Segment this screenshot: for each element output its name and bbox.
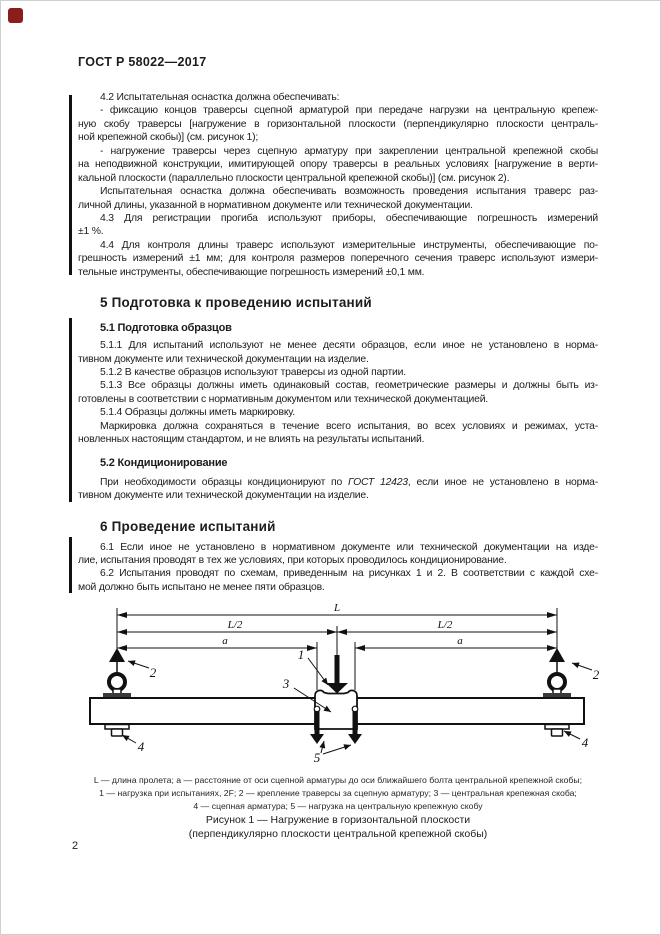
central-clamp (314, 690, 358, 729)
paragraph (78, 541, 598, 568)
callout-3: 3 (282, 676, 290, 691)
paragraph (78, 379, 598, 406)
text-line: 5.1.2 В качестве образцов используют траверсы из одной партии. (100, 367, 406, 378)
text-line: на неподвижной конструкции, имитирующей опору траверсы в реальных условиях [нагружение в верти- (78, 159, 598, 171)
text-line: новленных настоящим стандартом, и не влиять на результаты испытаний. (78, 434, 425, 446)
text-line: 6.2 Испытания проводят по схемам, приведенным на рисунках 1 и 2. В соответствии с каждой схе- (100, 568, 598, 580)
paragraph (78, 104, 598, 144)
paragraph (78, 212, 598, 239)
callout-5: 5 (313, 750, 321, 765)
text-line: Маркировка должна сохраняться в течение всего испытания, во всех условиях и режимах, уста- (100, 420, 598, 432)
change-bar (69, 537, 72, 593)
text-line: тивном документе или технической документации на изделие. (78, 353, 369, 365)
legend-line: 1 — нагрузка при испытаниях, 2F; 2 — крепление траверсы за сцепную арматуру; 3 — центральная крепежная скоба; (99, 788, 577, 798)
callout-4-left: 4 (137, 739, 145, 754)
figure-diagram (72, 598, 602, 773)
text-line: тельные инструменты, обеспечивающие погрешность измерений ±0,1 мм. (78, 266, 425, 278)
text-line: тивном документе или технической документации на изделие. (78, 490, 369, 502)
paragraph (78, 145, 598, 185)
bottom-load-arrow-left (315, 711, 320, 734)
paragraph (78, 476, 598, 503)
text-line: 4.2 Испытательная оснастка должна обеспечивать: (100, 92, 340, 103)
text-line: мой должно быть испытано не менее пяти образцов. (78, 581, 325, 593)
dim-label-a-left: a (222, 635, 228, 647)
paragraph (78, 239, 598, 279)
text-line: 5.1.4 Образцы должны иметь маркировку. (100, 407, 295, 419)
figure-legend (70, 774, 606, 813)
dim-label-a-right: a (457, 635, 463, 647)
red-marker-icon (8, 8, 23, 23)
center-load-arrow (335, 655, 340, 683)
paragraph (78, 91, 598, 104)
text-line: лие, испытания проводят в тех же условиях, при которых проводилось кондиционирование. (78, 554, 507, 566)
legend-line: 4 — сцепная арматура; 5 — нагрузка на центральную крепежную скобу (193, 801, 483, 811)
up-arrow-left (109, 648, 125, 662)
text-line: ную скобу траверсы [нагружение в горизонтальной плоскости (перпендикулярно плоскости централь- (78, 118, 598, 130)
document-body (78, 91, 598, 594)
callout-2-left: 2 (149, 665, 157, 680)
text-line: Испытательная оснастка должна обеспечивать возможность проведения испытания траверс раз- (100, 186, 598, 198)
text-line: При необходимости образцы кондиционируют по ГОСТ 12423, если иное не установлено в норма- (100, 476, 598, 488)
section-heading: 5.1 Подготовка образцов (100, 322, 232, 335)
callout-4-right: 4 (581, 735, 589, 750)
text-line: 5.1.3 Все образцы должны иметь одинаковый состав, геометрические размеры и должны быть из- (100, 380, 598, 392)
callout-1: 1 (297, 647, 305, 662)
paragraph (78, 567, 598, 594)
change-bar (69, 318, 72, 502)
dim-label-L2-left: L/2 (227, 619, 243, 631)
section-heading: 6 Проведение испытаний (100, 518, 276, 534)
text-line: кальной плоскости (параллельно плоскости центральной крепежной скобы)] (см. рисунок 2). (78, 172, 510, 184)
text-line: 6.1 Если иное не установлено в нормативном документе или технической документации на изде- (100, 541, 598, 553)
bolt-right (552, 729, 563, 736)
text-line: ±1 %. (78, 226, 104, 238)
figure-title (70, 814, 606, 842)
figure-title-line: Рисунок 1 — Нагружение в горизонтальной плоскости (205, 814, 471, 826)
up-arrow-right (549, 648, 565, 662)
text-line: - фиксацию концов траверсы сцепной арматурой при передаче нагрузки на центральную крепеж- (100, 105, 598, 117)
doc-header: ГОСТ Р 58022—2017 (78, 55, 207, 69)
bolt-left (112, 729, 123, 736)
callout-2-right: 2 (592, 667, 600, 682)
text-line: 5.1.1 Для испытаний используют не менее десяти образцов, если иное не установлено в норма- (100, 340, 598, 352)
page-number: 2 (72, 840, 79, 852)
section-heading: 5.2 Кондиционирование (100, 456, 228, 469)
paragraph (78, 406, 598, 419)
text-line: 4.4 Для контроля длины траверс используют измерительные инструменты, обеспечивающие по- (100, 239, 598, 251)
section-heading: 5 Подготовка к проведению испытаний (100, 295, 372, 311)
paragraph (78, 420, 598, 447)
text-line: грешность измерений ±1 мм; для контроля размеров поперечного сечения траверс используют измери- (78, 253, 598, 265)
paragraph (78, 185, 598, 212)
change-bar (69, 95, 72, 275)
text-line: готовлены в соответствии с нормативным документом или технической документацией. (78, 393, 488, 405)
text-line: 4.3 Для регистрации прогиба используют приборы, обеспечивающие погрешность измерений (100, 212, 598, 224)
text-line: - нагружение траверсы через сцепную арматуру при закреплении центральной крепежной скобы (100, 145, 598, 157)
dim-label-L: L (333, 602, 341, 614)
dim-label-L2-right: L/2 (437, 619, 453, 631)
legend-line: L — длина пролета; а — расстояние от оси сцепной арматуры до оси ближайшего болта центральной крепежной скобы; (93, 775, 583, 785)
figure-title-line: (перпендикулярно плоскости центральной крепежной скобы) (188, 827, 488, 840)
text-line: ной крепежной скобы)] (см. рисунок 1); (78, 132, 259, 144)
paragraph (78, 366, 598, 379)
text-line: личной длины, указанной в нормативном документе или технической документации. (78, 199, 473, 211)
paragraph (78, 339, 598, 366)
bottom-load-arrow-right (353, 711, 358, 734)
